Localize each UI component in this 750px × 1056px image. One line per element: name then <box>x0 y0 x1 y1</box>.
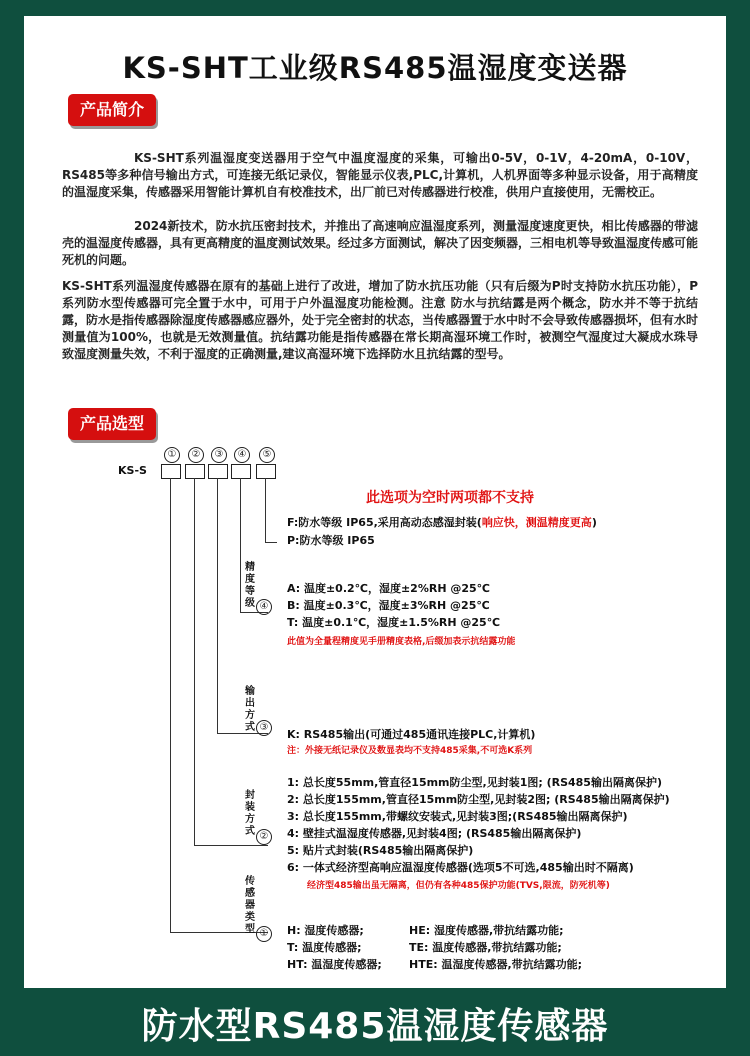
output-label: 输出方式 <box>245 686 255 733</box>
option-f-highlight: 响应快，测温精度更高 <box>481 516 592 529</box>
option-f-main: F:防水等级 IP65,采用高动态感湿封装( <box>287 516 482 529</box>
code-box-1 <box>161 464 181 479</box>
package-item-1: 1: 总长度55mm,管直径15mm防尘型,见封装1图; (RS485输出隔离保护) <box>287 776 662 789</box>
sensor-h: H: 湿度传感器; <box>287 924 364 937</box>
empty-option-note: 此选项为空时两项都不支持 <box>366 490 534 506</box>
model-prefix: KS-S <box>118 464 147 477</box>
code-box-5 <box>256 464 276 479</box>
package-item-6: 6: 一体式经济型高响应温湿度传感器(选项5不可选,485输出时不隔离) <box>287 861 634 874</box>
circle-2: ② <box>188 447 204 463</box>
connector-5-horizontal <box>265 542 277 543</box>
intro-paragraph-3: KS-SHT系列温湿度传感器在原有的基础上进行了改进，增加了防水抗压功能（只有后缀为P时支持防水抗压功能），P系列防水型传感器可完全置于水中，可用于户外温湿度功能检测。注意 防水与抗结露是两个概念，防水并不等于抗结露，防水是指传感器除湿度传感器感应器外，处于完全密封的状态，当传感器置于水中时不会导致传感器损坏，但有水时测量值为100%，也就是无效测量值。抗结露功能是指传感器在常长期高湿环境工作时，被测空气湿度过大凝成水珠导致湿度测量失效，不利于湿度的正确测量,建议高湿环境下选择防水且抗结露的型号。 <box>62 279 699 361</box>
package-label: 封装方式 <box>245 790 255 837</box>
footer-title: 防水型RS485温湿度传感器 <box>141 1006 609 1047</box>
intro-badge: 产品简介 <box>68 94 156 126</box>
circle-4: ④ <box>234 447 250 463</box>
package-circle: ② <box>256 829 272 845</box>
page-title: KS-SHT工业级RS485温湿度变送器 <box>122 51 628 85</box>
connector-1-vertical <box>170 478 171 933</box>
code-box-3 <box>208 464 228 479</box>
intro-paragraph-1: KS-SHT系列温湿度变送器用于空气中温度湿度的采集，可输出0-5V，0-1V，4-20mA，0-10V，RS485等多种信号输出方式，可连接无纸记录仪，智能显示仪表,PLC,计算机，人机界面等多种显示设备，用于高精度的温湿度采集，传感器采用智能计算机自有校准技术，出厂前已对传感器进行校准，供用户直接使用，无需校正。 <box>62 151 698 199</box>
code-box-2 <box>185 464 205 479</box>
connector-2-vertical <box>194 478 195 846</box>
output-k: K: RS485输出(可通过485通讯连接PLC,计算机) <box>287 728 536 741</box>
selection-badge: 产品选型 <box>68 408 156 440</box>
sensor-ht: HT: 温湿度传感器; <box>287 958 382 971</box>
intro-paragraph-2: 2024新技术，防水抗压密封技术，并推出了高速响应温湿度系列，测量湿度速度更快，相比传感器的带滤壳的温湿度传感器，具有更高精度的温度测试效果。经过多方面测试，解决了因变频器，三相电机等导致温湿度传感可能死机的问题。 <box>62 219 699 267</box>
sensor-he: HE: 湿度传感器,带抗结露功能; <box>409 924 564 937</box>
package-item-4: 4: 壁挂式温湿度传感器,见封装4图; (RS485输出隔离保护) <box>287 827 582 840</box>
accuracy-t: T: 温度±0.1℃，湿度±1.5%RH @25℃ <box>287 616 501 629</box>
output-circle: ③ <box>256 720 272 736</box>
circle-3: ③ <box>211 447 227 463</box>
sensor-hte: HTE: 温湿度传感器,带抗结露功能; <box>409 958 583 971</box>
package-item-5: 5: 贴片式封装(RS485输出隔离保护) <box>287 844 474 857</box>
circle-5: ⑤ <box>259 447 275 463</box>
connector-2-horizontal <box>194 845 268 846</box>
connector-3-vertical <box>217 478 218 734</box>
sensor-type-label: 传感器类型 <box>245 876 255 935</box>
package-item-3: 3: 总长度155mm,带螺纹安装式,见封装3图;(RS485输出隔离保护) <box>287 810 628 823</box>
accuracy-note: 此值为全量程精度见手册精度表格,后缀加表示抗结露功能 <box>287 637 516 647</box>
accuracy-circle: ④ <box>256 599 272 615</box>
option-f-text <box>287 514 597 530</box>
accuracy-b: B: 温度±0.3℃，湿度±3%RH @25℃ <box>287 599 490 612</box>
sensor-t: T: 温度传感器; <box>287 941 362 954</box>
output-note: 注：外接无纸记录仪及数显表均不支持485采集,不可选K系列 <box>287 746 533 756</box>
accuracy-label: 精度等级 <box>245 562 255 609</box>
document-sheet <box>24 16 726 988</box>
option-p-text: P:防水等级 IP65 <box>287 534 375 547</box>
circle-1: ① <box>164 447 180 463</box>
accuracy-a: A: 温度±0.2℃，湿度±2%RH @25℃ <box>287 582 490 595</box>
package-note: 经济型485输出虽无隔离，但仍有各种485保护功能(TVS,限流，防死机等) <box>307 881 610 891</box>
code-box-4 <box>231 464 251 479</box>
sensor-te: TE: 温度传感器,带抗结露功能; <box>409 941 562 954</box>
option-f-close: ) <box>591 516 597 529</box>
connector-4-vertical <box>240 478 241 613</box>
package-item-2: 2: 总长度155mm,管直径15mm防尘型,见封装2图; (RS485输出隔离保护) <box>287 793 670 806</box>
sensor-type-circle: ① <box>256 926 272 942</box>
connector-5-vertical <box>265 478 266 543</box>
